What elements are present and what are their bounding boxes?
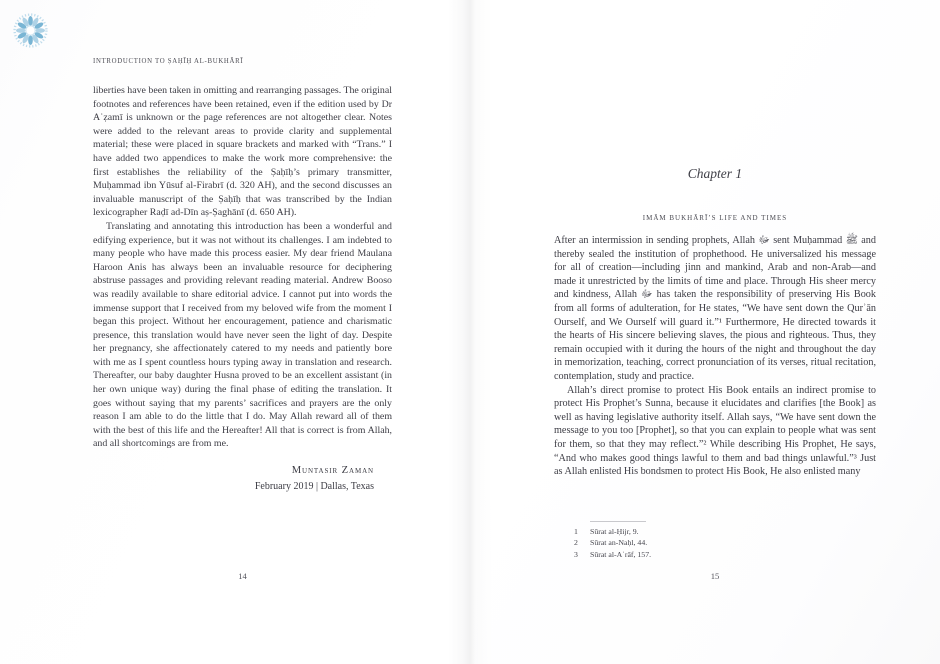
floral-mandala-icon [12,12,49,49]
section-heading: IMĀM BUKHĀRĪ’S LIFE AND TIMES [642,214,788,222]
footnote-item [574,526,874,537]
footnote-number: 1 [574,527,578,536]
right-body-text [554,234,876,479]
paragraph: After an intermission in sending prophets, Allah ﷻ sent Muḥammad ﷺ and thereby sealed the institution of prophethood. He universalized his message for all of creation—including jinn and mankind, Arab and non-Arab—and made it unrestricted by the limits of time and place. Through His sheer mercy and kindness, Allah ﷻ has taken the responsibility of preserving His Book from all forms of adulteration, for He states, “We have sent down the Qurʾān Ourself, and We Ourself will guard it.”¹ Furthermore, He directed towards it the hearts of His sincere believing slaves, the pious and righteous. Thus, they remain occupied with it during the hours of the night and throughout the day in memorization, teaching, correct pronunciation of its verses, ritual recitation, contemplation, study and practice. [554,235,876,382]
footnote-number: 3 [574,549,578,559]
footnote-text: Sūrat al-Ḥijr, 9. [590,527,639,536]
footnote-text: Sūrat an-Naḥl, 44. [590,538,648,548]
author-name: Muntasir Zaman [291,465,374,477]
footnote-text: Sūrat al-Aʿrāf, 157. [590,549,652,559]
footnotes [574,526,874,560]
right-page [470,0,940,664]
page-number-right: 15 [710,571,720,581]
left-body-text [93,84,392,493]
signature-date-place: February 2019 | Dallas, Texas [254,480,374,492]
footnote-number: 2 [574,538,578,548]
running-header: INTRODUCTION TO ṢAḤĪḤ AL-BUKHĀRĪ [93,58,244,65]
paragraph: Translating and annotating this introduction has been a wonderful and edifying experience, but it was not without its challenges. I am indebted to many people who have made this process easier. My dear friend Maulana Haroon Anis has always been an invaluable resource for deciphering abstruse passages and providing relevant reading material. Andrew Booso was readily available to share editorial advice. I cannot put into words the immense support that I received from my beloved wife from the moment I began this project. Without her encouragement, patience and charismatic presence, this translation would have never seen the light of day. Despite her pregnancy, she affectionately catered to my needs and patiently bore with me as I spent countless hours typing away in translation and research. Thereafter, our baby daughter Husna proved to be an excellent assistant (in her own unique way) during the final phase of editing the translation. It goes without saying that my parents’ sacrifices and prayers are the only reason I am able to do the little that I do. May Allah reward all of them with the best of this life and the Hereafter! All that is correct is from Allah, and all shortcomings are from me. [93,220,392,450]
author-signature [93,464,392,493]
chapter-title: Chapter 1 [687,166,743,181]
footnote-item [574,537,874,548]
paragraph: liberties have been taken in omitting and rearranging passages. The original footnotes and references have been retained, even if the edition used by Dr Aʿẓamī is unknown or the page references are not altogether clear. Notes were added to the relevant areas to provide clarity and supplemental material; these were placed in square brackets and marked with “Trans.” I have added two appendices to make the work more comprehensive: the first establishes the reliability of the Ṣaḥīḥ’s primary transmitter, Muḥammad ibn Yūsuf al-Firabrī (d. 320 AH), and the second discusses an invaluable manuscript of the Ṣaḥīḥ that was transcribed by the Indian lexicographer Raḍī ad-Dīn aṣ-Ṣaghānī (d. 650 AH). [93,85,392,219]
page-number-left: 14 [238,571,247,581]
footnote-divider [590,521,646,522]
footnote-item [574,549,874,560]
paragraph: Allah’s direct promise to protect His Book entails an indirect promise to protect His Prophet’s Sunna, because it elucidates and clarifies [the Book] as well as having legislative authority itself. Allah says, “We have sent down the message to you too [Prophet], so that you can explain to people what was sent for them, so that they may reflect.”² While describing His Prophet, He says, “And who makes good things lawful to them and bad things unlawful.”³ Just as Allah enlisted His bondsmen to protect His Book, He also enlisted many [554,384,876,478]
